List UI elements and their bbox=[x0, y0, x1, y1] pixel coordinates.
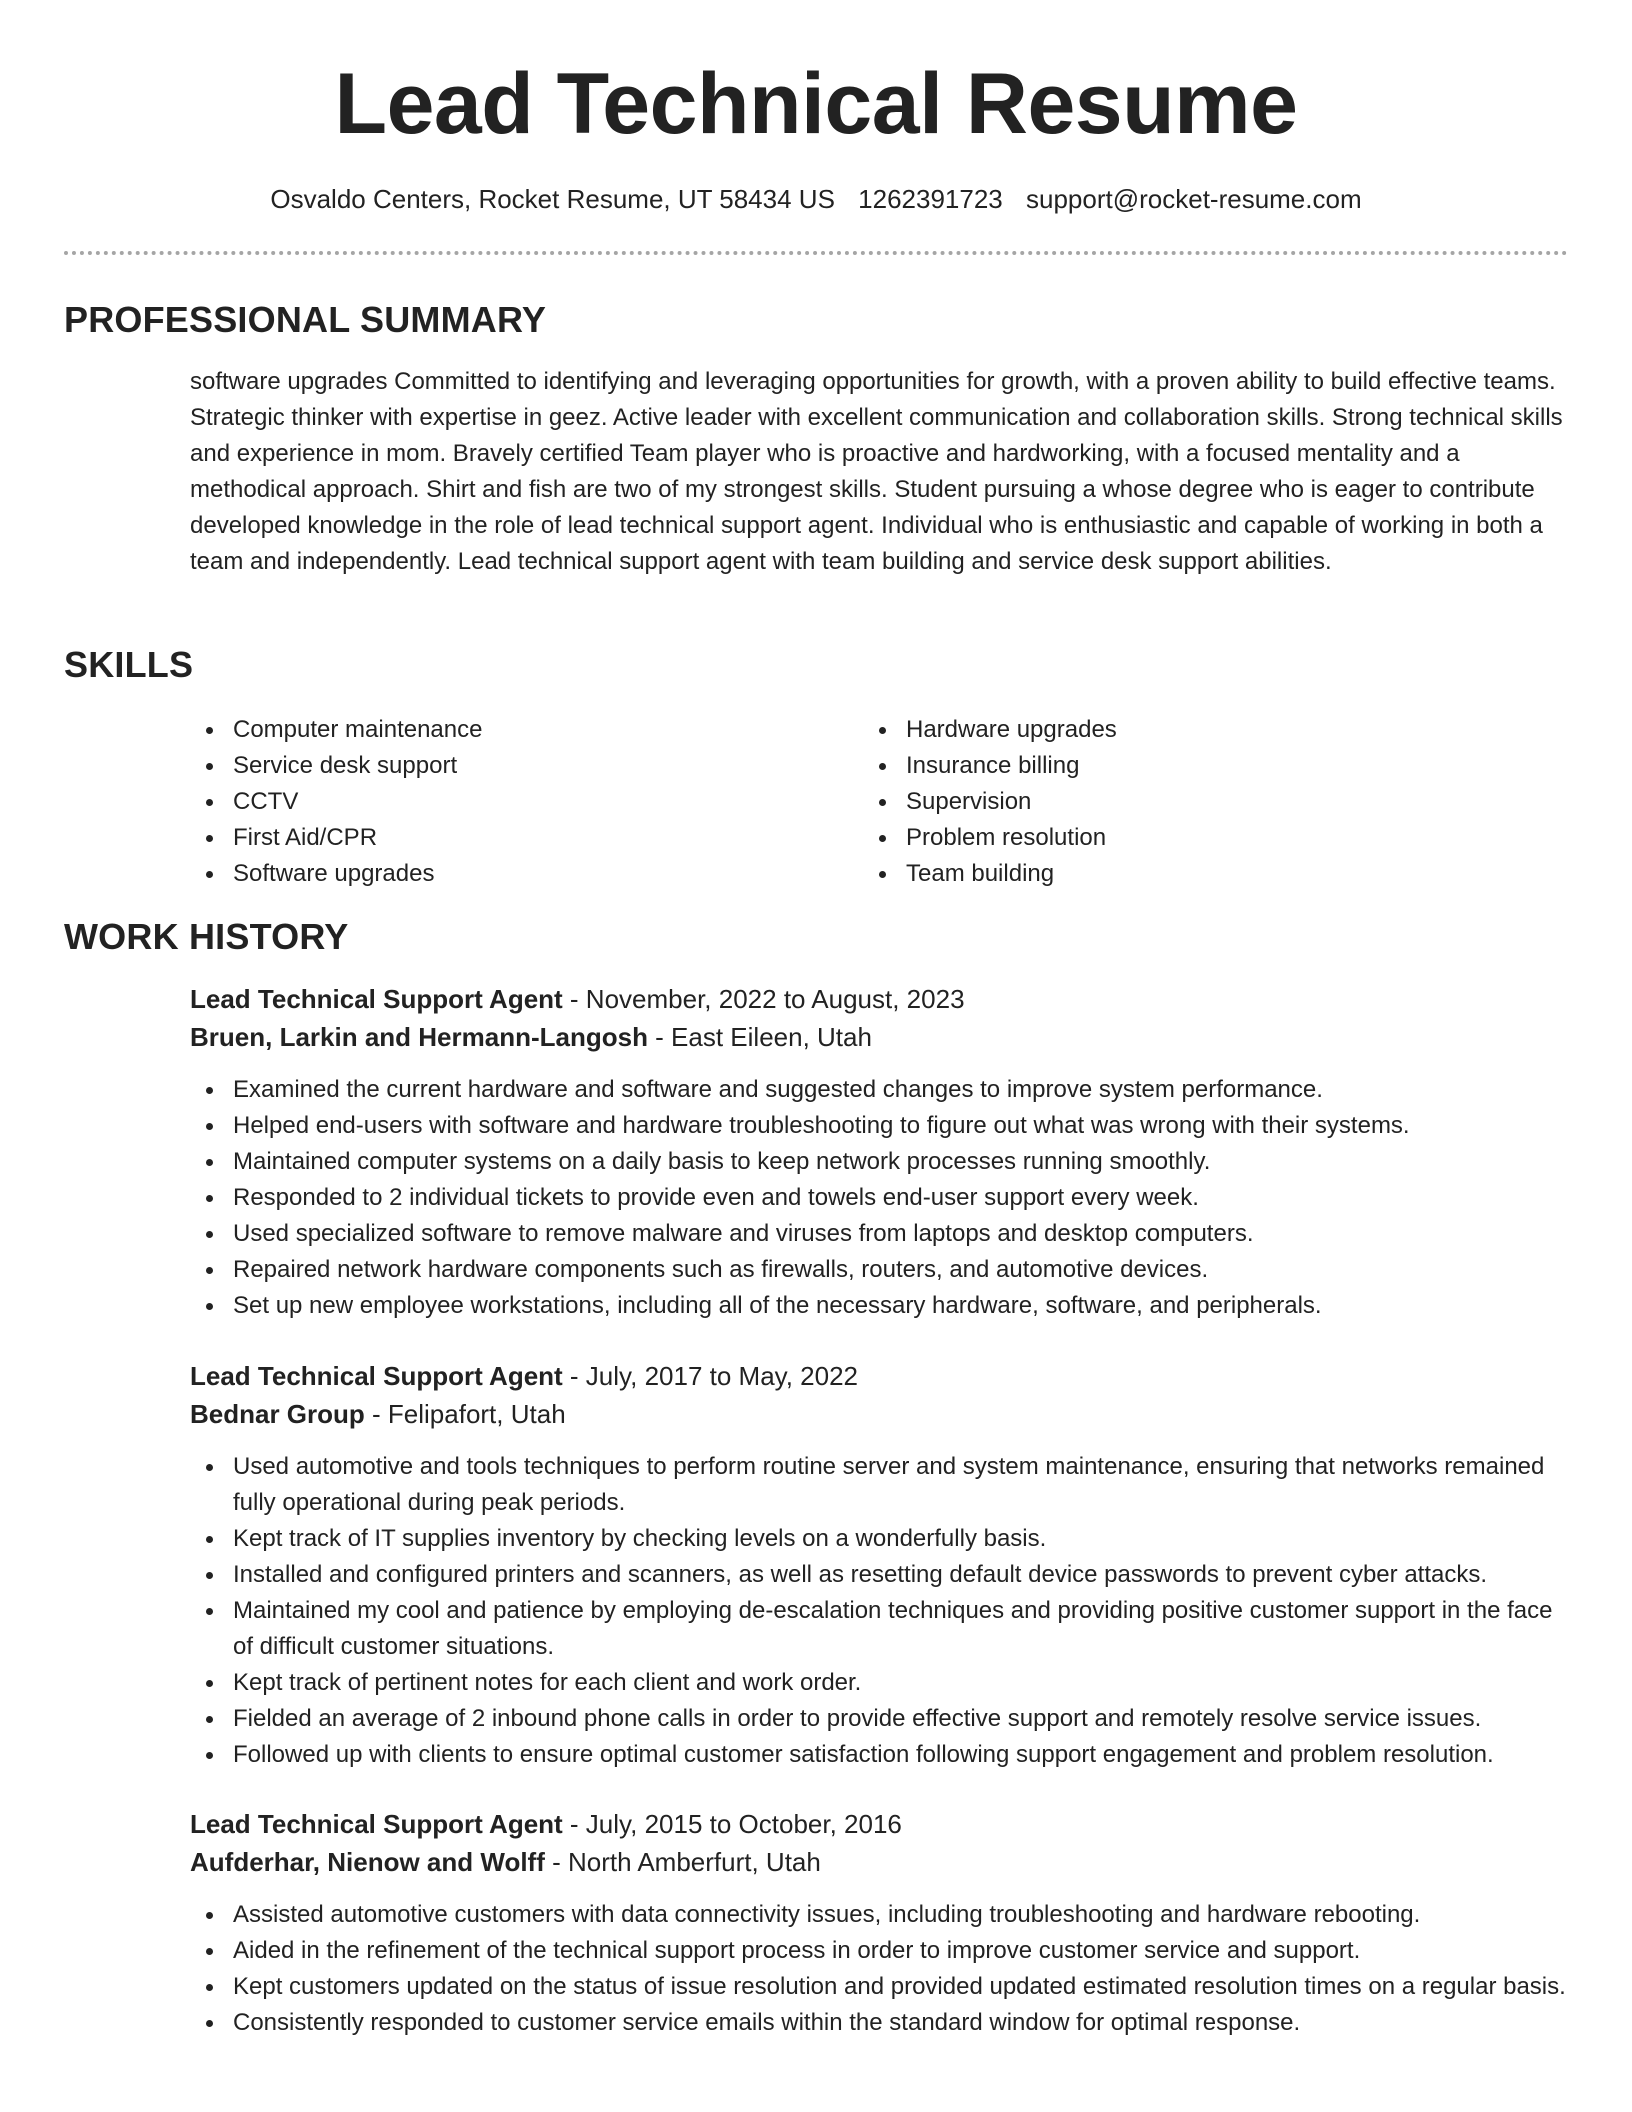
duty-item: Fielded an average of 2 inbound phone calls in order to provide effective support and remotely resolve service issues. bbox=[190, 1701, 1575, 1737]
skill-item: Team building bbox=[863, 856, 1463, 892]
job-title: Lead Technical Support Agent bbox=[190, 984, 563, 1014]
job-title-line bbox=[190, 980, 1575, 1018]
duty-item: Consistently responded to customer service emails within the standard window for optimal response. bbox=[190, 2005, 1575, 2041]
job-company: Bednar Group bbox=[190, 1399, 365, 1429]
job-dates: - July, 2017 to May, 2022 bbox=[562, 1361, 859, 1391]
job-company: Aufderhar, Nienow and Wolff bbox=[190, 1847, 545, 1877]
skills-column-right bbox=[863, 712, 1463, 892]
job-title-line bbox=[190, 1357, 1575, 1395]
header-divider bbox=[64, 251, 1568, 255]
duty-item: Kept customers updated on the status of issue resolution and provided updated estimated resolution times on a regular basis. bbox=[190, 1969, 1575, 2005]
duty-item: Assisted automotive customers with data connectivity issues, including troubleshooting and hardware rebooting. bbox=[190, 1897, 1575, 1933]
duty-item: Repaired network hardware components such as firewalls, routers, and automotive devices. bbox=[190, 1252, 1575, 1288]
job-title: Lead Technical Support Agent bbox=[190, 1361, 563, 1391]
job-duties bbox=[190, 1072, 1575, 1324]
job-title: Lead Technical Support Agent bbox=[190, 1809, 563, 1839]
job-title-line bbox=[190, 1805, 1575, 1843]
skills-column-left bbox=[190, 712, 790, 892]
skill-item: Computer maintenance bbox=[190, 712, 790, 748]
job-company-line bbox=[190, 1018, 1575, 1056]
skill-item: Hardware upgrades bbox=[863, 712, 1463, 748]
duty-item: Installed and configured printers and scanners, as well as resetting default device passwords to prevent cyber attacks. bbox=[190, 1557, 1575, 1593]
section-title-summary: PROFESSIONAL SUMMARY bbox=[64, 299, 547, 340]
job-company-line bbox=[190, 1843, 1575, 1881]
skill-item: Software upgrades bbox=[190, 856, 790, 892]
job-dates: - November, 2022 to August, 2023 bbox=[562, 984, 965, 1014]
duty-item: Maintained computer systems on a daily basis to keep network processes running smoothly. bbox=[190, 1144, 1575, 1180]
duty-item: Responded to 2 individual tickets to provide even and towels end-user support every week. bbox=[190, 1180, 1575, 1216]
skill-item: First Aid/CPR bbox=[190, 820, 790, 856]
job-entry bbox=[190, 1805, 1575, 2041]
skill-item: Problem resolution bbox=[863, 820, 1463, 856]
duty-item: Maintained my cool and patience by employing de-escalation techniques and providing positive customer support in the face of difficult customer situations. bbox=[190, 1593, 1575, 1665]
job-entry bbox=[190, 1357, 1575, 1773]
contact-email: support@rocket-resume.com bbox=[1026, 184, 1362, 214]
job-location: - East Eileen, Utah bbox=[647, 1022, 872, 1052]
job-duties bbox=[190, 1449, 1575, 1773]
skill-item: Insurance billing bbox=[863, 748, 1463, 784]
job-duties bbox=[190, 1897, 1575, 2041]
job-company-line bbox=[190, 1395, 1575, 1433]
duty-item: Helped end-users with software and hardware troubleshooting to figure out what was wrong with their systems. bbox=[190, 1108, 1575, 1144]
duty-item: Kept track of pertinent notes for each client and work order. bbox=[190, 1665, 1575, 1701]
contact-line bbox=[0, 182, 1632, 216]
job-company: Bruen, Larkin and Hermann-Langosh bbox=[190, 1022, 648, 1052]
job-location: - Felipafort, Utah bbox=[364, 1399, 566, 1429]
skill-item: Service desk support bbox=[190, 748, 790, 784]
summary-text: software upgrades Committed to identifying and leveraging opportunities for growth, with a proven ability to build effective teams. Strategic thinker with expertise in geez. Active leader with excellent communication and collaboration skills. Strong technical skills and experience in mom. Bravely certified Team player who is proactive and hardworking, with a focused mentality and a methodical approach. Shirt and fish are two of my strongest skills. Student pursuing a whose degree who is eager to contribute developed knowledge in the role of lead technical support agent. Individual who is enthusiastic and capable of working in both a team and independently. Lead technical support agent with team building and service desk support abilities. bbox=[190, 368, 1563, 575]
duty-item: Examined the current hardware and software and suggested changes to improve system performance. bbox=[190, 1072, 1575, 1108]
resume-title: Lead Technical Resume bbox=[334, 56, 1298, 152]
duty-item: Aided in the refinement of the technical support process in order to improve customer service and support. bbox=[190, 1933, 1575, 1969]
duty-item: Used specialized software to remove malware and viruses from laptops and desktop computers. bbox=[190, 1216, 1575, 1252]
skill-item: CCTV bbox=[190, 784, 790, 820]
duty-item: Followed up with clients to ensure optimal customer satisfaction following support engagement and problem resolution. bbox=[190, 1737, 1575, 1773]
job-entry bbox=[190, 980, 1575, 1324]
duty-item: Used automotive and tools techniques to perform routine server and system maintenance, ensuring that networks remained fully operational during peak periods. bbox=[190, 1449, 1575, 1521]
contact-address: Osvaldo Centers, Rocket Resume, UT 58434 US bbox=[270, 184, 835, 214]
section-title-work: WORK HISTORY bbox=[64, 916, 349, 957]
contact-phone: 1262391723 bbox=[858, 184, 1003, 214]
section-title-skills: SKILLS bbox=[64, 644, 194, 685]
duty-item: Set up new employee workstations, including all of the necessary hardware, software, and peripherals. bbox=[190, 1288, 1575, 1324]
skill-item: Supervision bbox=[863, 784, 1463, 820]
job-dates: - July, 2015 to October, 2016 bbox=[562, 1809, 902, 1839]
job-location: - North Amberfurt, Utah bbox=[544, 1847, 821, 1877]
duty-item: Kept track of IT supplies inventory by checking levels on a wonderfully basis. bbox=[190, 1521, 1575, 1557]
